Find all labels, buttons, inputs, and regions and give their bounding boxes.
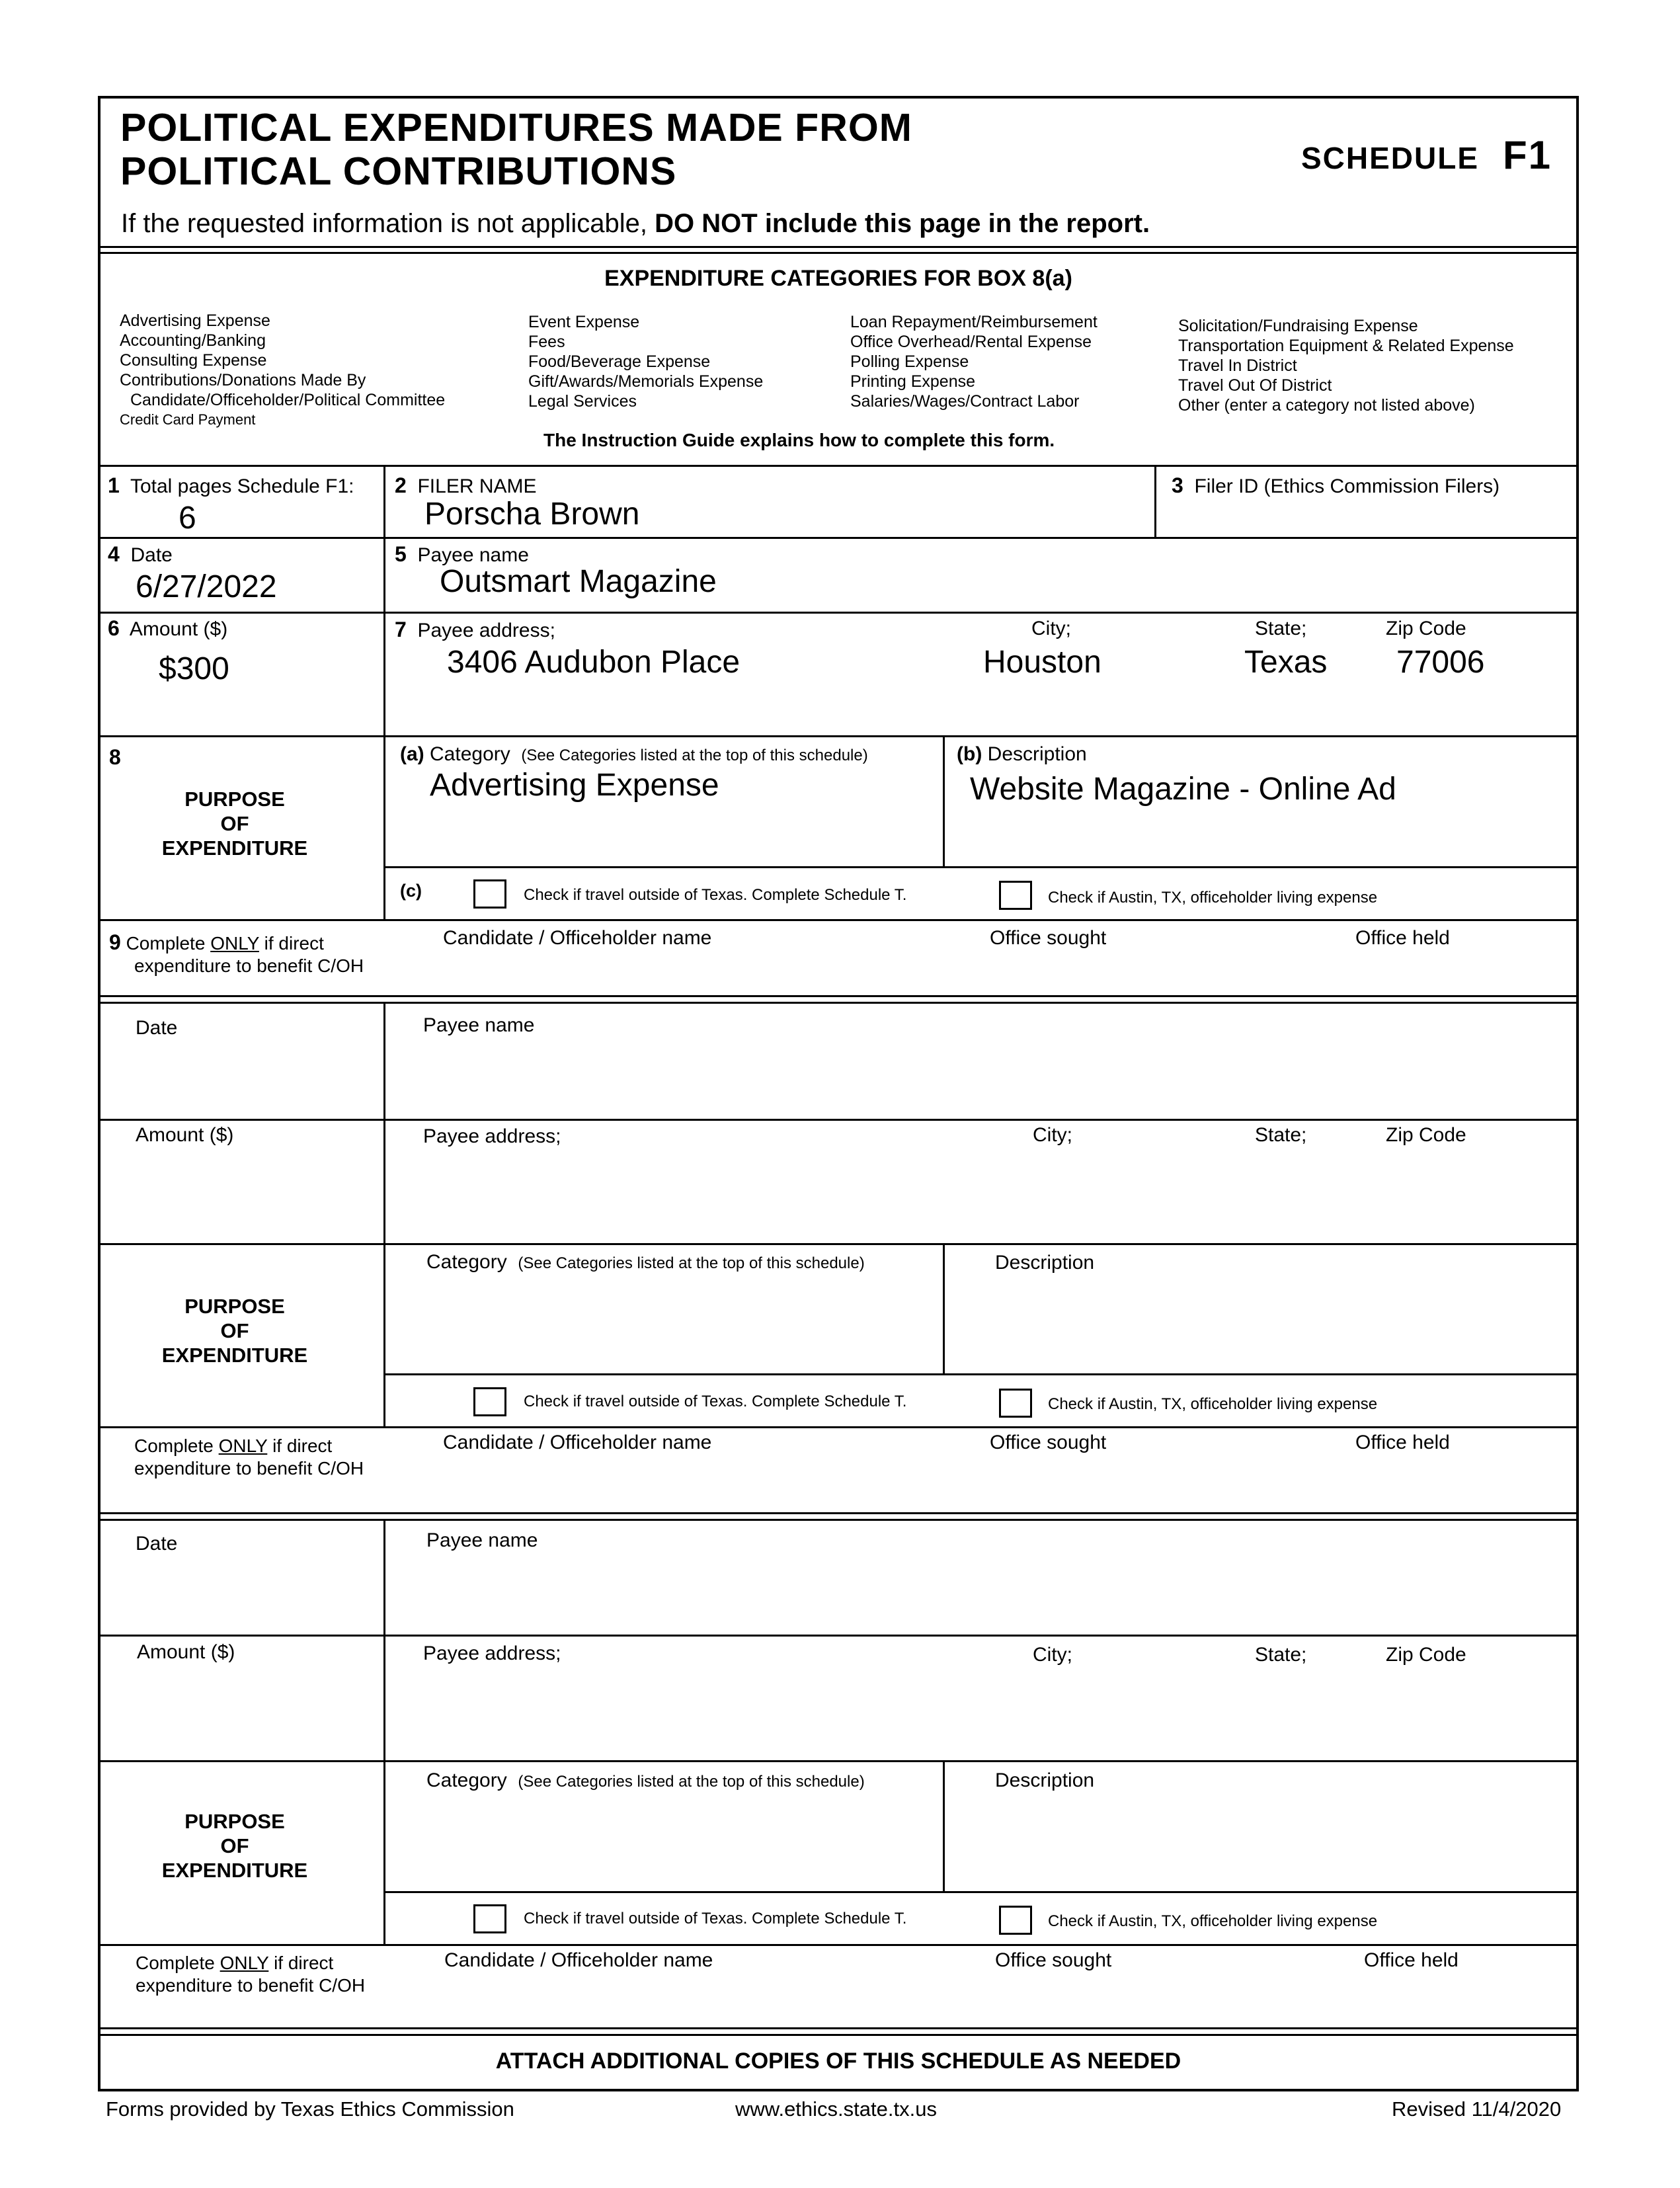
amount-value: $300	[159, 651, 229, 686]
s3-category-label: Category (See Categories listed at the top of this schedule)	[426, 1769, 865, 1791]
s3-purpose-label: PURPOSE OF EXPENDITURE	[161, 1810, 308, 1882]
field7: 7 Payee address;	[395, 618, 555, 641]
travel-check-label: Check if travel outside of Texas. Complete Schedule T.	[524, 886, 907, 904]
s3-office-sought-label: Office sought	[995, 1949, 1112, 1971]
s3-payee-name-label: Payee name	[426, 1529, 538, 1551]
field1: 1 Total pages Schedule F1:	[108, 473, 354, 497]
s3-candidate-label: Candidate / Officeholder name	[444, 1949, 713, 1971]
description-value: Website Magazine - Online Ad	[970, 772, 1396, 807]
s2-state-label: State;	[1255, 1124, 1307, 1146]
category-value: Advertising Expense	[430, 768, 719, 803]
field8-number: 8	[109, 745, 121, 769]
category-label: (a) Category (See Categories listed at the top of this schedule)	[400, 743, 868, 765]
total-pages-value: 6	[179, 501, 196, 536]
s3-description-label: Description	[995, 1769, 1095, 1791]
categories-col4: Solicitation/Fundraising Expense Transportation Equipment & Related Expense Travel In District Travel Out Of District Other (enter a category not listed above)	[1178, 317, 1514, 415]
schedule-word: SCHEDULE	[1301, 141, 1480, 175]
s3-payee-address-label: Payee address;	[423, 1642, 561, 1664]
s2-office-sought-label: Office sought	[990, 1432, 1107, 1453]
purpose-label: PURPOSE OF EXPENDITURE	[161, 788, 308, 860]
s3-city-label: City;	[1033, 1644, 1072, 1666]
field5: 5 Payee name	[395, 542, 529, 566]
description-label: (b) Description	[957, 743, 1087, 765]
field4: 4 Date	[108, 542, 173, 566]
s3-complete-label: Complete ONLY if direct expenditure to benefit C/OH	[136, 1953, 366, 1996]
zip-value: 77006	[1396, 645, 1485, 680]
zip-label: Zip Code	[1386, 618, 1466, 639]
s3-travel-check-label: Check if travel outside of Texas. Complete Schedule T.	[524, 1910, 907, 1927]
s2-description-label: Description	[995, 1252, 1095, 1274]
s2-date-label: Date	[136, 1017, 178, 1039]
travel-checkbox[interactable]	[473, 879, 506, 909]
s3-date-label: Date	[136, 1533, 178, 1555]
categories-col1: Advertising Expense Accounting/Banking Consulting Expense Contributions/Donations Made By Candidate/Officeholder/Political Committee Credit Card Payment	[120, 311, 446, 428]
s2-amount-label: Amount ($)	[136, 1124, 234, 1146]
s3-travel-checkbox[interactable]	[473, 1904, 506, 1933]
form-title-line1: POLITICAL EXPENDITURES MADE FROM	[120, 106, 912, 149]
office-sought-label: Office sought	[990, 927, 1107, 949]
notice: If the requested information is not applicable, DO NOT include this page in the report.	[121, 209, 1150, 238]
form-title-line2: POLITICAL CONTRIBUTIONS	[120, 149, 677, 193]
categories-col2: Event Expense Fees Food/Beverage Expense Gift/Awards/Memorials Expense Legal Services	[528, 313, 764, 411]
categories-heading: EXPENDITURE CATEGORIES FOR BOX 8(a)	[604, 266, 1072, 291]
s2-travel-checkbox[interactable]	[473, 1387, 506, 1416]
s2-purpose-label: PURPOSE OF EXPENDITURE	[161, 1295, 308, 1367]
state-label: State;	[1255, 618, 1307, 639]
s2-zip-label: Zip Code	[1386, 1124, 1466, 1146]
s3-zip-label: Zip Code	[1386, 1644, 1466, 1666]
payee-name-value: Outsmart Magazine	[440, 564, 717, 599]
s2-office-held-label: Office held	[1355, 1432, 1450, 1453]
city-label: City;	[1031, 618, 1071, 639]
s2-candidate-label: Candidate / Officeholder name	[443, 1432, 712, 1453]
filer-name-value: Porscha Brown	[424, 497, 640, 532]
schedule-code: F1	[1503, 133, 1552, 177]
footer-revised: Revised 11/4/2020	[1392, 2097, 1562, 2121]
categories-col3: Loan Repayment/Reimbursement Office Overhead/Rental Expense Polling Expense Printing Expense Salaries/Wages/Contract Labor	[850, 313, 1098, 411]
city-value: Houston	[983, 645, 1101, 680]
s3-austin-checkbox[interactable]	[999, 1906, 1032, 1935]
instruction-note: The Instruction Guide explains how to complete this form.	[543, 430, 1055, 450]
attach-notice: ATTACH ADDITIONAL COPIES OF THIS SCHEDULE AS NEEDED	[495, 2048, 1181, 2074]
payee-address-value: 3406 Audubon Place	[447, 645, 740, 680]
austin-check-label: Check if Austin, TX, officeholder living expense	[1048, 889, 1378, 907]
field6: 6 Amount ($)	[108, 616, 228, 640]
s2-payee-address-label: Payee address;	[423, 1125, 561, 1147]
field-c-label: (c)	[400, 881, 422, 901]
austin-checkbox[interactable]	[999, 881, 1032, 910]
s2-austin-check-label: Check if Austin, TX, officeholder living expense	[1048, 1395, 1378, 1413]
s3-austin-check-label: Check if Austin, TX, officeholder living expense	[1048, 1912, 1378, 1930]
s2-category-label: Category (See Categories listed at the top of this schedule)	[426, 1251, 865, 1273]
office-held-label: Office held	[1355, 927, 1450, 949]
date-value: 6/27/2022	[136, 569, 277, 604]
field9-label: 9 Complete ONLY if direct expenditure to benefit C/OH	[109, 930, 364, 976]
footer-url[interactable]: www.ethics.state.tx.us	[735, 2097, 937, 2121]
s3-amount-label: Amount ($)	[137, 1641, 235, 1663]
s2-city-label: City;	[1033, 1124, 1072, 1146]
footer-provider: Forms provided by Texas Ethics Commission	[106, 2097, 514, 2121]
s2-complete-label: Complete ONLY if direct expenditure to benefit C/OH	[134, 1436, 364, 1479]
state-value: Texas	[1244, 645, 1328, 680]
candidate-label: Candidate / Officeholder name	[443, 927, 712, 949]
s3-office-held-label: Office held	[1364, 1949, 1459, 1971]
s2-austin-checkbox[interactable]	[999, 1389, 1032, 1418]
s2-payee-name-label: Payee name	[423, 1014, 535, 1036]
s3-state-label: State;	[1255, 1644, 1307, 1666]
field2: 2 FILER NAME	[395, 473, 537, 497]
s2-travel-check-label: Check if travel outside of Texas. Complete Schedule T.	[524, 1393, 907, 1410]
field3: 3 Filer ID (Ethics Commission Filers)	[1172, 473, 1500, 497]
